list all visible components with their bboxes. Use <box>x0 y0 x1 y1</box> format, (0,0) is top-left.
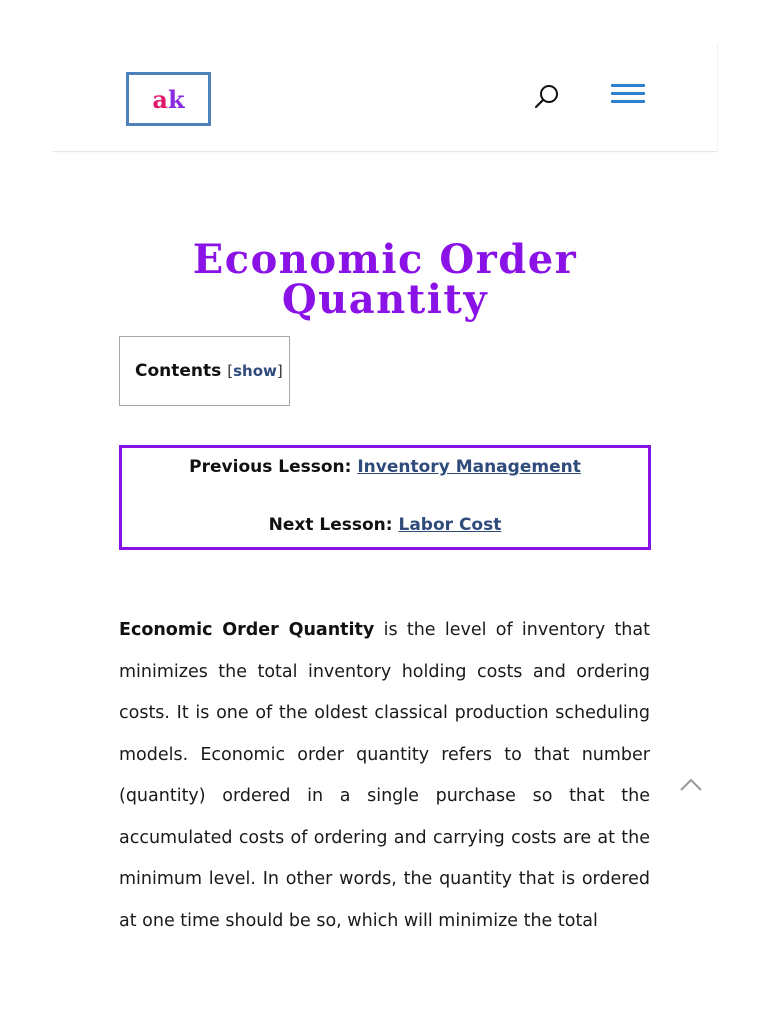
toc-bracket-open: [ <box>227 362 234 380</box>
previous-lesson <box>122 457 648 477</box>
next-lesson-link[interactable]: Labor Cost <box>398 515 502 535</box>
previous-lesson-link[interactable]: Inventory Management <box>357 457 581 477</box>
article-body-text: is the level of inventory that minimizes the total inventory holding costs and ordering costs. It is one of the oldest classical production scheduling models. Economic order quantity refers to that number (quantity) ordered in a single purchase so that the accumulated costs of ordering and carrying costs are at the minimum level. In other words, the quantity that is ordered at one time should be so, which will minimize the total <box>119 620 650 931</box>
site-logo[interactable] <box>126 72 211 126</box>
lesson-navigation-box <box>119 445 651 550</box>
previous-lesson-label: Previous Lesson: <box>189 457 352 477</box>
chevron-up-icon[interactable] <box>678 774 704 796</box>
next-lesson-label: Next Lesson: <box>268 515 393 535</box>
toc-bracket-close: ] <box>276 362 283 380</box>
header-divider <box>717 44 718 152</box>
toc-toggle <box>227 362 283 380</box>
logo-letter-k: k <box>167 84 185 114</box>
search-icon[interactable] <box>531 82 563 114</box>
toc-title: Contents <box>135 361 222 381</box>
logo-letter-a: a <box>152 84 168 114</box>
table-of-contents <box>119 336 290 406</box>
site-header <box>53 44 718 152</box>
article-lead-term: Economic Order Quantity <box>119 620 375 640</box>
page-title-line-2: Quantity <box>281 276 489 323</box>
page-title <box>100 236 670 323</box>
article-paragraph <box>119 610 650 942</box>
toc-show-link[interactable]: show <box>233 362 277 380</box>
next-lesson <box>122 515 648 535</box>
page-title-line-1: Economic Order <box>192 236 578 283</box>
hamburger-menu-icon[interactable] <box>611 84 645 112</box>
